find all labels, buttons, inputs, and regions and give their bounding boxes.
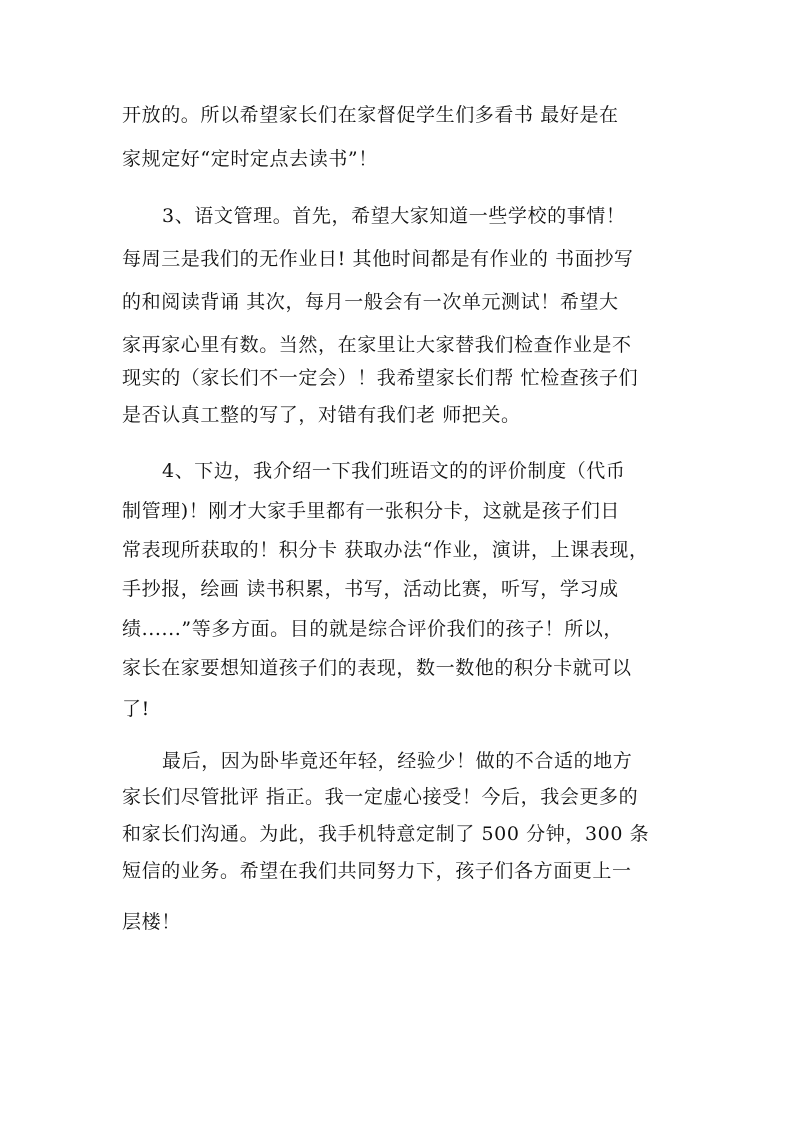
text-line: 的和阅读背诵 其次，每月一般会有一次单元测试！希望大 [122, 291, 619, 313]
text-line: 了! [122, 698, 150, 720]
text-line: 和家长们沟通。为此，我手机特意定制了 500 分钟，300 条 [122, 823, 650, 845]
text-line: 制管理)！刚才大家手里都有一张积分卡，这就是孩子们日 [122, 500, 621, 522]
text-line: 层楼！ [122, 911, 181, 933]
text-line: 家规定好“定时定点去读书”！ [122, 148, 378, 170]
closing-paragraph-start: 最后，因为卧毕竟还年轻，经验少！做的不合适的地方 [162, 750, 633, 772]
text-line: 手抄报，绘画 读书积累，书写，活动比赛，听写，学习成 [122, 578, 619, 600]
text-line: 是否认真工整的写了，对错有我们老 师把关。 [122, 404, 521, 426]
text-line: 常表现所获取的！积分卡 获取办法“作业，演讲，上课表现， [122, 539, 649, 561]
text-line: 现实的（家长们不一定会）！我希望家长们帮 忙检查孩子们 [122, 367, 639, 389]
text-line: 家长们尽管批评 指正。我一定虚心接受！今后，我会更多的 [122, 786, 639, 808]
text-line: 绩......”等多方面。目的就是综合评价我们的孩子！所以， [122, 618, 623, 640]
text-line: 家长在家要想知道孩子们的表现，数一数他的积分卡就可以 [122, 657, 632, 679]
paragraph-4-start: 4、下边，我介绍一下我们班语文的的评价制度（代币 [162, 460, 626, 482]
text-line: 每周三是我们的无作业日! 其他时间都是有作业的 书面抄写 [122, 248, 634, 270]
text-line: 短信的业务。希望在我们共同努力下，孩子们各方面更上一 [122, 860, 632, 882]
paragraph-3-start: 3、语文管理。首先，希望大家知道一些学校的事情！ [162, 205, 626, 227]
text-line: 开放的。所以希望家长们在家督促学生们多看书 最好是在 [122, 104, 619, 126]
text-line: 家再家心里有数。当然，在家里让大家替我们检查作业是不 [122, 334, 632, 356]
